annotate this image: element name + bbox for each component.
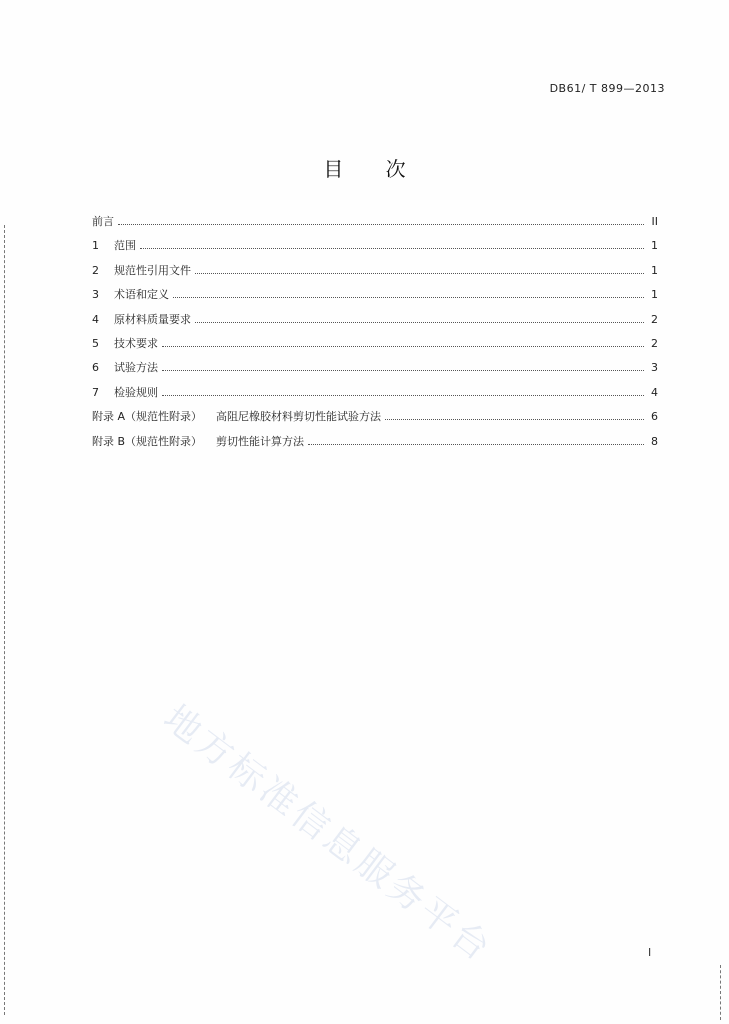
toc-entry-test-methods[interactable]: [92, 359, 658, 383]
toc-entry-raw-materials[interactable]: [92, 311, 658, 335]
toc-entry-label: 范围: [114, 239, 136, 253]
binding-edge-right: [714, 965, 721, 1020]
toc-entry-technical-requirements[interactable]: [92, 335, 658, 359]
toc-entry-page: 1: [651, 239, 658, 253]
toc-entry-annex-b[interactable]: [92, 433, 658, 457]
table-of-contents: [92, 213, 658, 457]
toc-leader-dots: [195, 272, 644, 274]
toc-leader-dots: [173, 296, 644, 298]
toc-leader-dots: [118, 223, 644, 225]
toc-entry-label: 技术要求: [114, 336, 158, 350]
toc-entry-page: 6: [651, 410, 658, 424]
page-number: I: [648, 946, 652, 959]
toc-entry-page: 2: [651, 312, 658, 326]
toc-entry-label: 检验规则: [114, 385, 158, 399]
toc-entry-label: 附录 A（规范性附录）: [92, 410, 203, 424]
toc-entry-page: 1: [651, 288, 658, 302]
toc-entry-sublabel: 剪切性能计算方法: [216, 434, 305, 448]
toc-entry-scope[interactable]: [92, 237, 658, 261]
toc-entry-number: 4: [92, 312, 99, 326]
toc-entry-number: 6: [92, 361, 99, 375]
toc-leader-dots: [162, 369, 644, 371]
toc-entry-page: 4: [651, 385, 658, 399]
toc-entry-terms-definitions[interactable]: [92, 286, 658, 310]
toc-entry-page: 8: [651, 434, 658, 448]
toc-entry-number: 2: [92, 263, 99, 277]
toc-entry-number: 7: [92, 385, 99, 399]
toc-leader-dots: [308, 443, 644, 445]
toc-entry-label: 试验方法: [114, 361, 158, 375]
standard-code: DB61/ T 899—2013: [549, 82, 665, 95]
watermark-text: 地方标准信息服务平台: [155, 697, 500, 972]
toc-entry-foreword[interactable]: [92, 213, 658, 237]
toc-entry-sublabel: 高阻尼橡胶材料剪切性能试验方法: [216, 410, 382, 424]
toc-entry-annex-a[interactable]: [92, 408, 658, 432]
toc-entry-page: 3: [651, 361, 658, 375]
toc-leader-dots: [140, 247, 644, 249]
toc-leader-dots: [162, 394, 644, 396]
toc-entry-number: 5: [92, 336, 99, 350]
toc-entry-number: 3: [92, 288, 99, 302]
toc-entry-label: 前言: [92, 215, 114, 228]
binding-edge-left: [4, 225, 11, 1015]
toc-leader-dots: [162, 345, 644, 347]
toc-leader-dots: [385, 418, 644, 420]
toc-entry-page: 1: [651, 263, 658, 277]
toc-title: 目 次: [323, 157, 424, 181]
toc-entry-page: II: [651, 215, 658, 228]
toc-entry-number: 1: [92, 239, 99, 253]
toc-entry-label: 术语和定义: [114, 288, 169, 302]
toc-entry-page: 2: [651, 336, 658, 350]
toc-entry-normative-references[interactable]: [92, 262, 658, 286]
toc-entry-inspection-rules[interactable]: [92, 384, 658, 408]
toc-entry-label: 原材料质量要求: [114, 312, 191, 326]
toc-leader-dots: [195, 321, 644, 323]
toc-entry-label: 规范性引用文件: [114, 263, 191, 277]
toc-entry-label: 附录 B（规范性附录）: [92, 434, 203, 448]
